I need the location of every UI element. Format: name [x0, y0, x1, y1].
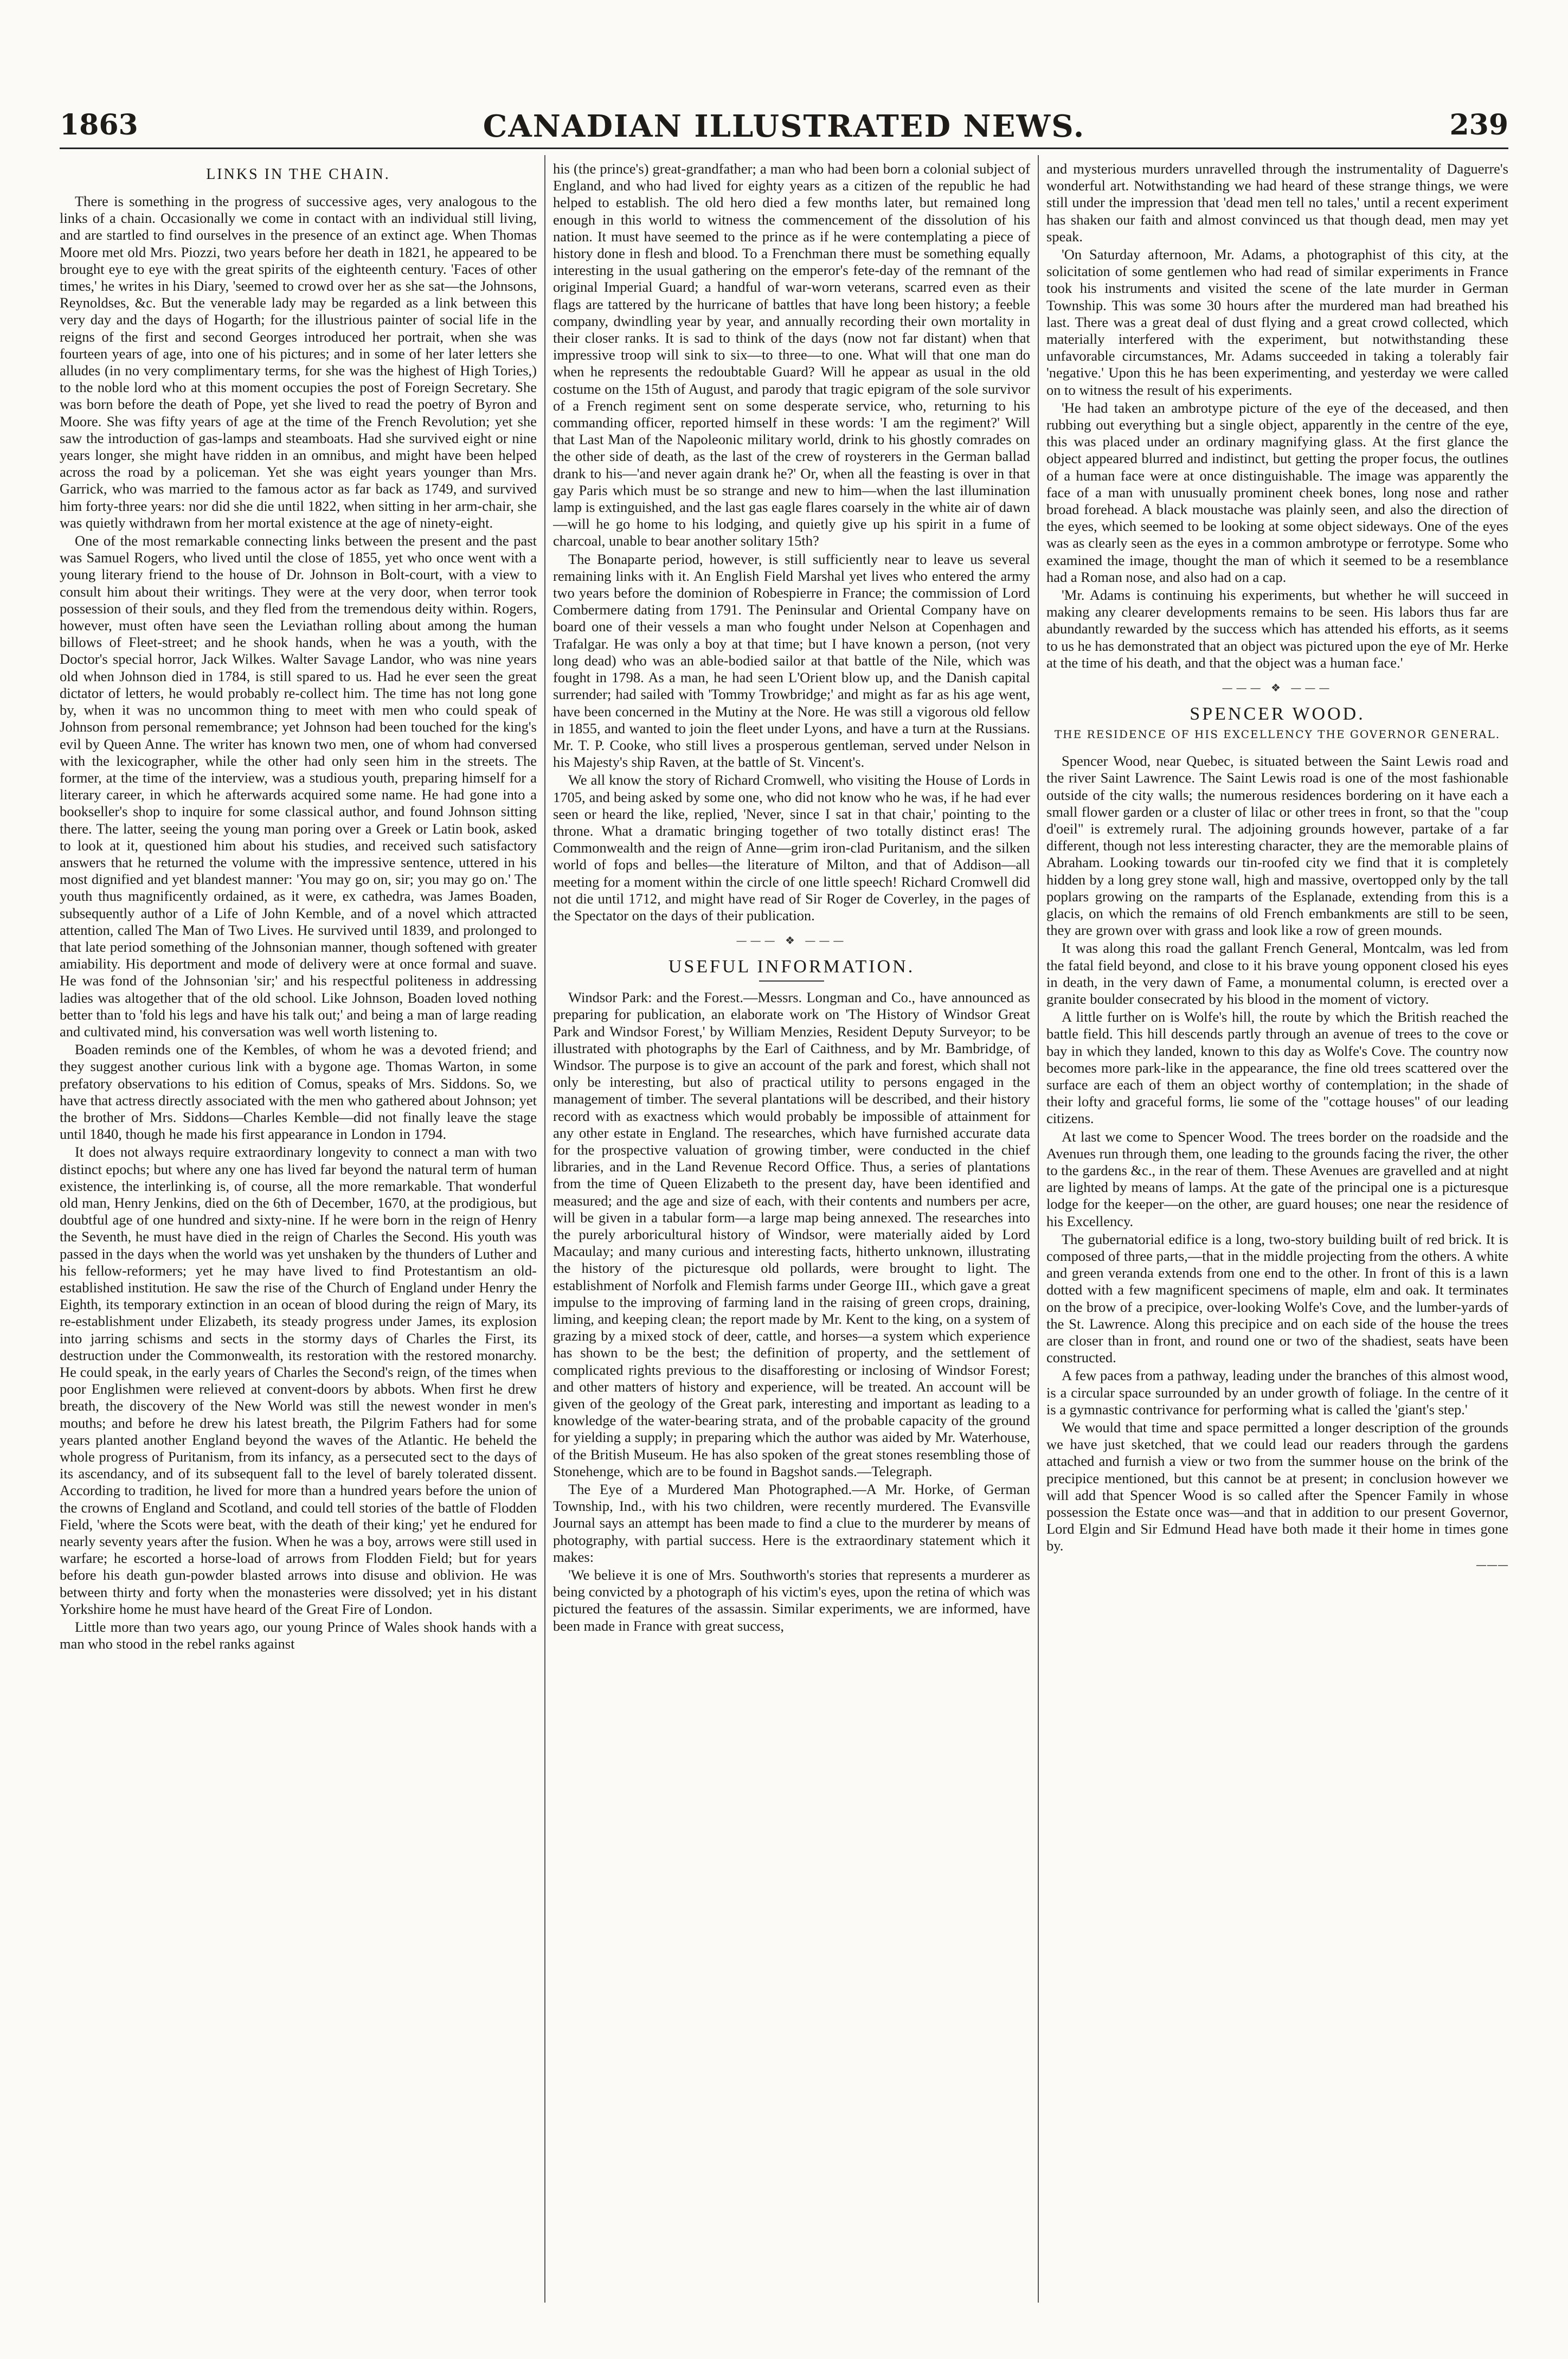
article-paragraph: At last we come to Spencer Wood. The trees border on the roadside and the Avenues run through them, one leading to the grounds facing the river, the other to the gardens &c., in the rear of them. These Avenues are gravelled and at night are lighted by means of lamps. At the gate of the principal one is a picturesque lodge for the keeper—on the other, are guard houses; one near the residence of his Excellency. — [1046, 1128, 1508, 1229]
section-ornament: ——— ❖ ——— — [736, 934, 847, 947]
article-paragraph: The Eye of a Murdered Man Photographed.—A Mr. Horke, of German Township, Ind., with his two children, were recently murdered. The Evansville Journal says an attempt has been made to find a clue to the murderer by means of photography, with partial success. Here is the extraordinary statement which it makes: — [553, 1481, 1030, 1565]
article-paragraph: and mysterious murders unravelled through the instrumentality of Daguerre's wonderful art. Notwithstanding we had heard of these strange things, we were still under the impression that 'dead men tell no tales,' until a recent experiment has shaken our faith and almost convinced us that though dead, men may yet speak. — [1046, 161, 1508, 245]
article-paragraph: 'Mr. Adams is continuing his experiments, but whether he will succeed in making any clearer developments remains to be seen. His labors thus far are abundantly rewarded by the success which has attended his efforts, as it seems to us he has demonstrated that an object was pictured upon the eye of Mr. Herke at the time of his death, and that the object was a human face.' — [1046, 587, 1508, 671]
end-mark: ——— — [1476, 1557, 1508, 1571]
article-paragraph: Windsor Park: and the Forest.—Messrs. Longman and Co., have announced as preparing for publication, an elaborate work on 'The History of Windsor Great Park and Windsor Forest,' by William Menzies, Resident Deputy Surveyor; to be illustrated with photographs by the Earl of Caithness, and by Mr. Bambridge, of Windsor. The purpose is to give an account of the park and forest, which shall not only be interesting, but also of practical utility to persons engaged in the management of timber. The several plantations will be described, and their history record with as exactness which would probably be impossible of attainment for any other estate in England. The researches, which have furnished accurate data for the prospective valuation of growing timber, were conducted in the chief libraries, and in the Land Revenue Record Office. Thus, a series of plantations from the time of Queen Elizabeth to the present day, have been identified and measured; and the age and size of each, with their contents and numbers per acre, will be given in a tabular form—a large map being annexed. The researches into the purely arboricultural history of Windsor, were materially aided by Lord Macaulay; and many curious and interesting facts, hitherto unknown, illustrating the history of the picturesque old pollards, were brought to light. The establishment of Norfolk and Flemish farms under George III., which gave a great impulse to the improving of farming land in the raising of green crops, draining, liming, and keeping clean; the report made by Mr. Kent to the king, on a system of grazing by a mixed stock of deer, cattle, and horses—a system which experience has shown to be the best; the definition of property, and the settlement of complicated rights previous to the disafforesting or inclosing of Windsor Forest; and other matters of history and experience, will be treated. An account will be given of the geology of the Great park, interesting and important as leading to a knowledge of the water-bearing strata, and of the probable capacity of the ground for yielding a supply; in preparing which the author was aided by Mr. Waterhouse, of the British Museum. He has also spoken of the great stones resembling those of Stonehenge, which are to be found in Bagshot sands.—Telegraph. — [553, 989, 1030, 1479]
column-2 — [553, 161, 1030, 2316]
article-paragraph: We all know the story of Richard Cromwell, who visiting the House of Lords in 1705, and being asked by some one, who did not know who he was, if he had ever seen or heard the like, replied, 'Never, since I sat in that chair,' pointing to the throne. What a dramatic bringing together of two totally distinct eras! The Commonwealth and the reign of Anne—grim iron-clad Puritanism, and the silken world of fops and belles—the literature of Milton, and that of Addison—all meeting for a moment within the circle of one little speech! Richard Cromwell did not die until 1712, and might have read of Sir Roger de Coverley, in the pages of the Spectator on the days of their publication. — [553, 772, 1030, 924]
masthead — [60, 108, 1508, 157]
article-heading-useful-information: USEFUL INFORMATION. — [668, 957, 915, 977]
article-paragraph: The Bonaparte period, however, is still sufficiently near to leave us several remaining links with it. An English Field Marshal yet lives who entered the army two years before the dominion of Robespierre in France; the commission of Lord Combermere dating from 1791. The Peninsular and Oriental Company have on board one of their vessels a man who fought under Nelson at Copenhagen and Trafalgar. He was only a boy at that time; but I have known a person, (not very long dead) who was an able-bodied sailor at that battle of the Nile, which was fought in 1798. As a man, he had seen L'Orient blow up, and the Danish capital surrender; had sailed with 'Tommy Trowbridge;' and might as far as his age went, have been concerned in the Mutiny at the Nore. He was still a vigorous old fellow in 1855, and wanted to join the fleet under Lyons, and have a turn at the Russians. Mr. T. P. Cooke, who still lives a prosperous gentleman, served under Nelson in his Majesty's ship Raven, at the battle of St. Vincent's. — [553, 550, 1030, 771]
heading-rule — [759, 980, 824, 982]
article-heading-links: LINKS IN THE CHAIN. — [206, 166, 390, 183]
article-paragraph: Little more than two years ago, our young Prince of Wales shook hands with a man who stood in the rebel ranks against — [60, 1619, 537, 1652]
article-paragraph: 'We believe it is one of Mrs. Southworth's stories that represents a murderer as being convicted by a photograph of his victim's eyes, upon the retina of which was pictured the features of the assassin. Similar experiments, we are informed, have been made in France with great success, — [553, 1567, 1030, 1634]
column-divider — [544, 155, 545, 2303]
section-ornament: ——— ❖ ——— — [1222, 681, 1333, 695]
publication-title: CANADIAN ILLUSTRATED NEWS. — [483, 108, 1085, 144]
article-subheading: THE RESIDENCE OF HIS EXCELLENCY THE GOVERNOR GENERAL. — [1054, 728, 1501, 741]
page-number: 239 — [1449, 108, 1508, 142]
article-paragraph: It was along this road the gallant French General, Montcalm, was led from the fatal field beyond, and close to it his brave young opponent closed his eyes in death, in the very dawn of Fame, a monumental column, is erected over a granite boulder consecrated by his blood in the moment of victory. — [1046, 940, 1508, 1007]
column-divider — [1038, 155, 1039, 2303]
article-paragraph: 'On Saturday afternoon, Mr. Adams, a photographist of this city, at the solicitation of some gentlemen who had read of similar experiments in France took his instruments and visited the scene of the late murder in German Township. This was some 30 hours after the murdered man had breathed his last. There was a great deal of dust flying and a great crowd collected, which materially interfered with the experiment, but notwithstanding these unfavorable circumstances, Mr. Adams succeeded in taking a tolerably fair 'negative.' Upon this he has been experimenting, and yesterday we were called on to witness the result of his experiments. — [1046, 246, 1508, 398]
article-paragraph: The gubernatorial edifice is a long, two-story building built of red brick. It is composed of three parts,—that in the middle projecting from the others. A white and green veranda extends from one end to the other. In front of this is a lawn dotted with a few magnificent specimens of maple, elm and oak. It terminates on the brow of a precipice, over-looking Wolfe's Cove, and the lumber-yards of the St. Lawrence. Along this precipice and on each side of the house the trees are closer than in front, and round one or two of the shadiest, seats have been constructed. — [1046, 1230, 1508, 1366]
article-paragraph: A few paces from a pathway, leading under the branches of this almost wood, is a circular space surrounded by an under growth of foliage. In the centre of it is a gymnastic contrivance for performing what is called the 'giant's step.' — [1046, 1367, 1508, 1418]
article-paragraph: Boaden reminds one of the Kembles, of whom he was a devoted friend; and they suggest another curious link with a bygone age. Thomas Warton, in some prefatory observations to his edition of Comus, speaks of Mrs. Siddons. So, we have that actress directly associated with the men who gathered about Johnson; yet the brother of Mrs. Siddons—Charles Kemble—did not finally leave the stage until 1840, though he made his first appearance in London in 1794. — [60, 1041, 537, 1143]
article-paragraph: his (the prince's) great-grandfather; a man who had been born a colonial subject of England, and who had lived for eighty years as a citizen of the republic he had helped to establish. The old hero died a few months later, but remained long enough in this world to witness the commencement of the dissolution of his nation. It must have seemed to the prince as if he were contemplating a piece of history done in flesh and blood. To a Frenchman there must be something equally interesting in the usual gathering on the emperor's fete-day of the remnant of the original Imperial Guard; a handful of war-worn veterans, scarred even as their flags are tattered by the hurricane of battles that have long been history; a feeble company, dwindling year by year, and annually recording their own mortality in their closer ranks. It is sad to think of the days (now not far distant) when that impressive troop will sink to six—to three—to one. What will that one man do when he represents the redoubtable Guard? Will he appear as usual in the old costume on the 15th of August, and parody that tragic epigram of the sole survivor of a French regiment sent on some desperate service, who, returning to his commanding officer, reported himself in these words: 'I am the regiment?' Will that Last Man of the Napoleonic military world, drink to his ghostly comrades on the other side of death, as the last of the crew of roysterers in the German ballad drank to his—'and never again drank he?' Or, when all the feasting is over in that gay Paris which must be so strange and new to him—when the last illumination lamp is extinguished, and the last gas eagle flares coarsely in the white air of dawn—will he go home to his lodging, and quietly give up his spirit in a fume of charcoal, unable to bear another solitary 15th? — [553, 161, 1030, 549]
article-paragraph: There is something in the progress of successive ages, very analogous to the links of a chain. Occasionally we come in contact with an individual still living, and are startled to find ourselves in the presence of an extinct age. When Thomas Moore met old Mrs. Piozzi, two years before her death in 1821, he appeared to be brought eye to eye with the great spirits of the eighteenth century. 'Faces of other times,' he writes in his Diary, 'seemed to crowd over her as she sat—the Johnsons, Reynoldses, &c. But the venerable lady may be regarded as a link between this very day and the days of Hogarth; for the illustrious painter of social life in the reigns of the first and second Georges introduced her portrait, when she was fourteen years of age, into one of his pictures; and in some of her later letters she alludes (in no very complimentary terms, for she was the highest of High Tories,) to the noble lord who at this moment occupies the post of Foreign Secretary. She was born before the death of Pope, yet she lived to read the poetry of Byron and Moore. She was fifty years of age at the time of the French Revolution; yet she saw the introduction of gas-lamps and steamboats. Had she survived eight or nine years longer, she might have ridden in an omnibus, and might have been helped across the road by a policeman. Yet she was eight years younger than Mrs. Garrick, who was married to the famous actor as far back as 1749, and survived him forty-three years: nor did she die until 1822, when sitting in her arm-chair, she was quietly withdrawn from her mortal existence at the age of ninety-eight. — [60, 193, 537, 531]
article-paragraph: Spencer Wood, near Quebec, is situated between the Saint Lewis road and the river Saint Lawrence. The Saint Lewis road is one of the most fashionable outside of the city walls; the numerous residences bordering on it have each a small flower garden or a cluster of lilac or other trees in front, so that the "coup d'oeil" is extremely rural. The adjoining grounds however, partake of a far different, though not less interesting character, they are the memorable plains of Abraham. Looking towards our tin-roofed city we find that it is completely hidden by a long grey stone wall, high and massive, overtopped only by the tall poplars growing on the ramparts of the Esplanade, extending from this is a glacis, on which the remains of old French embankments are still to be seen, they are grown over with grass and look like a row of green mounds. — [1046, 753, 1508, 939]
column-1 — [60, 161, 537, 2316]
article-paragraph: We would that time and space permitted a longer description of the grounds we have just sketched, that we could lead our readers through the gardens attached and furnish a view or two from the summer house on the brink of the precipice mentioned, but this cannot be at present; in conclusion however we will add that Spencer Wood is so called after the Spencer Family in whose possession the Estate once was—and that in addition to our present Governor, Lord Elgin and Sir Edmund Head have both made it their home in times gone by. — [1046, 1419, 1508, 1554]
article-heading-spencer-wood: SPENCER WOOD. — [1190, 704, 1365, 725]
article-paragraph: 'He had taken an ambrotype picture of the eye of the deceased, and then rubbing out everything but a single object, apparently in the centre of the eye, this was placed under an ordinary magnifying glass. At the first glance the object appeared blurred and indistinct, but getting the proper focus, the outlines of a human face were at once distinguishable. The image was apparently the face of a man with unusually prominent cheek bones, long nose and rather broad forehead. A black moustache was plainly seen, and also the direction of the eyes, which seemed to be looking at some object sideways. One of the eyes was as clearly seen as the eyes in a common ambrotype or ferrotype. Some who examined the image, thought the man of which it seemed to be a resemblance had a Roman nose, and also had on a cap. — [1046, 399, 1508, 585]
column-3 — [1046, 161, 1508, 2316]
page-date: 1863 — [60, 108, 138, 142]
article-paragraph: A little further on is Wolfe's hill, the route by which the British reached the battle field. This hill descends partly through an avenue of trees to the cove or bay in which they landed, known to this day as Wolfe's Cove. The country now becomes more park-like in the appearance, the fine old trees scattered over the surface are each of them an object worthy of contemplation; in the shade of their lofty and graceful forms, lie some of the "cottage houses" of our leading citizens. — [1046, 1009, 1508, 1127]
article-paragraph: One of the most remarkable connecting links between the present and the past was Samuel Rogers, who lived until the close of 1855, yet who once went with a young literary friend to the house of Dr. Johnson in Bolt-court, with a view to consult him about their writings. They were at the very door, when terror took possession of their souls, and they fled from the tremendous deity within. Rogers, however, must often have seen the Leviathan rolling about among the human billows of Fleet-street; and he shook hands, when he was a youth, with the Doctor's special horror, Jack Wilkes. Walter Savage Landor, who was nine years old when Johnson died in 1784, is still spared to us. Had he ever seen the great dictator of letters, he would probably re-collect him. The time has not long gone by, when it was no uncommon thing to meet with men who could speak of Johnson from personal remembrance; yet Johnson had been touched for the king's evil by Queen Anne. The writer has known two men, one of whom had conversed with the lexicographer, while the other had only seen him in the streets. The former, at the time of the interview, was a studious youth, preparing himself for a literary career, in which he afterwards acquired some name. He had gone into a bookseller's shop to inquire for some classical author, and found Johnson sitting there. The latter, seeing the young man poring over a Greek or Latin book, asked to look at it, questioned him about his studies, and received such satisfactory answers that he returned the volume with the impressive sentence, uttered in his most dignified and yet blandest manner: 'You may go on, sir; you may go on.' The youth thus magnificently ordained, as it were, ex cathedra, was James Boaden, subsequently author of a Life of John Kemble, and of a novel which attracted attention, called The Man of Two Lives. He survived until 1839, and prolonged to that late period something of the Johnsonian manner, though softened with greater amiability. His deportment and mode of delivery were at once formal and suave. He was fond of the Johnsonian 'sir;' and his respectful politeness in addressing ladies was altogether that of the old school. Like Johnson, Boaden loved nothing better than to 'fold his legs and have his talk out;' and being a man of large reading and cultivated mind, his conversation was well worth listening to. — [60, 533, 537, 1040]
article-paragraph: It does not always require extraordinary longevity to connect a man with two distinct epochs; but where any one has lived far beyond the natural term of human existence, the interlinking is, of course, all the more remarkable. That wonderful old man, Henry Jenkins, died on the 6th of December, 1670, at the prodigious, but doubtful age of one hundred and sixty-nine. If he were born in the reign of Henry the Seventh, he must have died in the reign of Charles the Second. His youth was passed in the days when the world was yet unshaken by the thunders of Luther and his fellow-reformers; yet he may have lived to find Protestantism an old-established institution. He saw the rise of the Church of England under Henry the Eighth, its temporary extinction in an ocean of blood during the reign of Mary, its re-establishment under Elizabeth, its steady progress under James, its explosion into jarring schisms and sects in the stormy days of Charles the First, its destruction under the Commonwealth, its restoration with the restored monarchy. He could speak, in the early years of Charles the Second's reign, of the times when poor Englishmen were relieved at convent-doors by abbots. When first he drew breath, the discovery of the New World was still the newest wonder in men's mouths; and before he drew his latest breath, the Pilgrim Fathers had for some years planted another England beyond the waves of the Atlantic. He beheld the whole progress of Puritanism, from its infancy, as a persecuted sect to the days of its ascendancy, and of its subsequent fall to the level of barely tolerated dissent. According to tradition, he lived for more than a hundred years before the union of the crowns of England and Scotland, and could tell stories of the battle of Flodden Field, 'where the Scots were beat, with the death of their king;' yet he endured for nearly seventy years after the fusion. When he was a boy, arrows were still used in warfare; he escorted a horse-load of arrows from Flodden Field; but for years before his death gun-powder blasted arrows into disuse and oblivion. He was between thirty and forty when the monasteries were dissolved; yet in his distant Yorkshire home he must have heard of the Great Fire of London. — [60, 1144, 537, 1617]
masthead-rule — [60, 148, 1508, 149]
